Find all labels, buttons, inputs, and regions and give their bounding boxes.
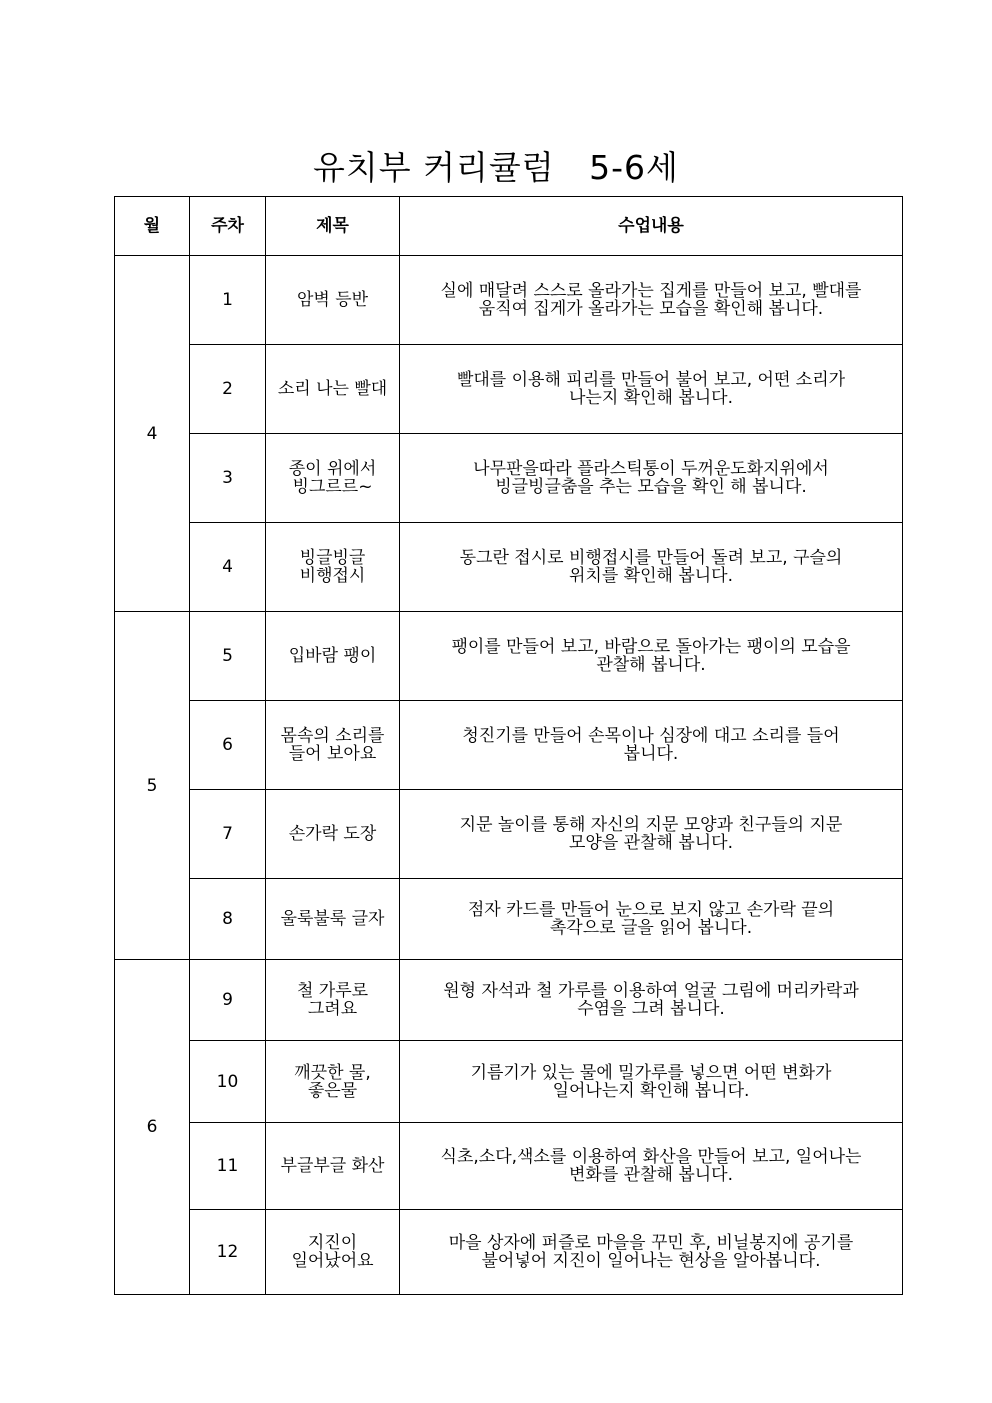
table-row [115, 960, 903, 1041]
content-cell: 청진기를 만들어 손목이나 심장에 대고 소리를 들어 봅니다. [400, 701, 903, 790]
header-month: 월 [115, 197, 190, 256]
title-cell: 암벽 등반 [266, 256, 400, 345]
header-row [115, 197, 903, 256]
content-cell: 실에 매달려 스스로 올라가는 집게를 만들어 보고, 빨대를 움직여 집게가 올라가는 모습을 확인해 봅니다. [400, 256, 903, 345]
week-cell: 2 [190, 345, 266, 434]
week-cell: 3 [190, 434, 266, 523]
header-content: 수업내용 [400, 197, 903, 256]
table-row [115, 1210, 903, 1295]
content-cell: 기름기가 있는 물에 밀가루를 넣으면 어떤 변화가 일어나는지 확인해 봅니다. [400, 1041, 903, 1123]
table-row [115, 701, 903, 790]
title-cell: 부글부글 화산 [266, 1123, 400, 1210]
curriculum-table [114, 196, 903, 1295]
header-title: 제목 [266, 197, 400, 256]
title-cell: 입바람 팽이 [266, 612, 400, 701]
page-title: 유치부 커리큘럼 5-6세 [313, 148, 679, 187]
week-cell: 12 [190, 1210, 266, 1295]
title-cell: 지진이 일어났어요 [266, 1210, 400, 1295]
title-cell: 빙글빙글 비행접시 [266, 523, 400, 612]
table-row [115, 1123, 903, 1210]
title-cell: 종이 위에서 빙그르르~ [266, 434, 400, 523]
week-cell: 1 [190, 256, 266, 345]
month-cell: 5 [115, 612, 190, 960]
week-cell: 10 [190, 1041, 266, 1123]
table-row [115, 612, 903, 701]
week-cell: 4 [190, 523, 266, 612]
week-cell: 8 [190, 879, 266, 960]
content-cell: 원형 자석과 철 가루를 이용하여 얼굴 그림에 머리카락과 수염을 그려 봅니다. [400, 960, 903, 1041]
content-cell: 점자 카드를 만들어 눈으로 보지 않고 손가락 끝의 촉각으로 글을 읽어 봅니다. [400, 879, 903, 960]
week-cell: 11 [190, 1123, 266, 1210]
content-cell: 지문 놀이를 통해 자신의 지문 모양과 친구들의 지문 모양을 관찰해 봅니다. [400, 790, 903, 879]
table-row [115, 523, 903, 612]
table-row [115, 790, 903, 879]
title-cell: 손가락 도장 [266, 790, 400, 879]
table-row [115, 1041, 903, 1123]
content-cell: 동그란 접시로 비행접시를 만들어 돌려 보고, 구슬의 위치를 확인해 봅니다. [400, 523, 903, 612]
title-cell: 울룩불룩 글자 [266, 879, 400, 960]
content-cell: 나무판을따라 플라스틱통이 두꺼운도화지위에서 빙글빙글춤을 추는 모습을 확인 해 봅니다. [400, 434, 903, 523]
title-cell: 몸속의 소리를 들어 보아요 [266, 701, 400, 790]
content-cell: 마을 상자에 퍼즐로 마을을 꾸민 후, 비닐봉지에 공기를 불어넣어 지진이 일어나는 현상을 알아봅니다. [400, 1210, 903, 1295]
month-cell: 4 [115, 256, 190, 612]
week-cell: 6 [190, 701, 266, 790]
title-cell: 소리 나는 빨대 [266, 345, 400, 434]
header-week: 주차 [190, 197, 266, 256]
content-cell: 팽이를 만들어 보고, 바람으로 돌아가는 팽이의 모습을 관찰해 봅니다. [400, 612, 903, 701]
title-cell: 철 가루로 그려요 [266, 960, 400, 1041]
week-cell: 5 [190, 612, 266, 701]
table-row [115, 256, 903, 345]
table-row [115, 434, 903, 523]
title-cell: 깨끗한 물, 좋은물 [266, 1041, 400, 1123]
table-row [115, 345, 903, 434]
week-cell: 7 [190, 790, 266, 879]
month-cell: 6 [115, 960, 190, 1295]
week-cell: 9 [190, 960, 266, 1041]
content-cell: 식초,소다,색소를 이용하여 화산을 만들어 보고, 일어나는 변화를 관찰해 봅니다. [400, 1123, 903, 1210]
content-cell: 빨대를 이용해 피리를 만들어 불어 보고, 어떤 소리가 나는지 확인해 봅니다. [400, 345, 903, 434]
table-row [115, 879, 903, 960]
